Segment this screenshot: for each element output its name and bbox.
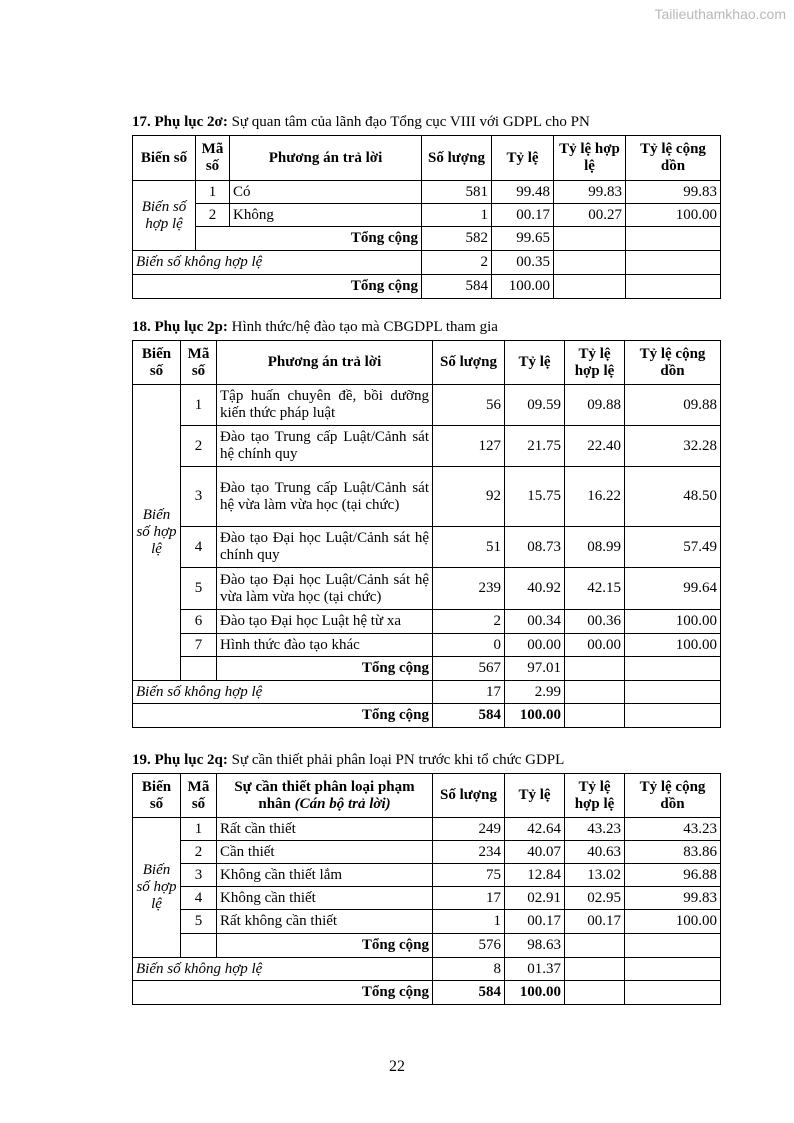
cell-answer: Đào tạo Trung cấp Luật/Cảnh sát hệ vừa làm vừa học (tại chức) bbox=[217, 467, 433, 527]
empty-cell bbox=[625, 958, 721, 981]
empty-cell bbox=[626, 275, 721, 299]
cell-valid-pct: 13.02 bbox=[565, 864, 625, 887]
empty-cell bbox=[626, 227, 721, 251]
invalid-count: 2 bbox=[422, 251, 492, 275]
cell-count: 234 bbox=[433, 841, 505, 864]
cell-ma: 5 bbox=[181, 910, 217, 934]
table-18-title: Hình thức/hệ đào tạo mà CBGDPL tham gia bbox=[231, 319, 498, 335]
table-header-row bbox=[133, 341, 721, 385]
subtotal-label: Tổng cộng bbox=[217, 934, 433, 958]
invalid-count: 17 bbox=[433, 681, 505, 704]
header-ty-le-hop-le: Tỷ lệ hợp lệ bbox=[554, 136, 626, 181]
valid-variable-label: Biến số hợp lệ bbox=[133, 181, 196, 251]
cell-cum-pct: 32.28 bbox=[625, 426, 721, 467]
cell-valid-pct: 43.23 bbox=[565, 818, 625, 841]
header-ty-le: Tỷ lệ bbox=[492, 136, 554, 181]
total-label: Tổng cộng bbox=[133, 981, 433, 1005]
header-ty-le-cong-don: Tỷ lệ cộng dồn bbox=[626, 136, 721, 181]
empty-cell bbox=[625, 681, 721, 704]
cell-ma: 1 bbox=[196, 181, 230, 204]
header-ty-le-cong-don: Tỷ lệ cộng dồn bbox=[625, 774, 721, 818]
subtotal-label: Tổng cộng bbox=[217, 657, 433, 681]
table-header-row bbox=[133, 136, 721, 181]
cell-answer: Tập huấn chuyên đề, bồi dưỡng kiến thức pháp luật bbox=[217, 385, 433, 426]
empty-cell bbox=[565, 958, 625, 981]
subtotal-row bbox=[133, 227, 721, 251]
cell-pct: 40.92 bbox=[505, 568, 565, 610]
header-ma-so: Mã số bbox=[181, 341, 217, 385]
table-row bbox=[133, 204, 721, 227]
table-18 bbox=[132, 340, 721, 728]
cell-valid-pct: 00.27 bbox=[554, 204, 626, 227]
header-ma-so: Mã số bbox=[181, 774, 217, 818]
cell-valid-pct: 08.99 bbox=[565, 527, 625, 568]
total-count: 584 bbox=[422, 275, 492, 299]
cell-cum-pct: 100.00 bbox=[626, 204, 721, 227]
header-bien-so: Biến số bbox=[133, 774, 181, 818]
table-17 bbox=[132, 135, 721, 299]
cell-answer: Có bbox=[230, 181, 422, 204]
cell-ma: 2 bbox=[196, 204, 230, 227]
cell-count: 249 bbox=[433, 818, 505, 841]
empty-cell bbox=[625, 981, 721, 1005]
cell-ma: 4 bbox=[181, 887, 217, 910]
table-row bbox=[133, 818, 721, 841]
cell-ma: 1 bbox=[181, 385, 217, 426]
cell-cum-pct: 100.00 bbox=[625, 610, 721, 634]
cell-ma: 5 bbox=[181, 568, 217, 610]
cell-valid-pct: 02.95 bbox=[565, 887, 625, 910]
cell-cum-pct: 100.00 bbox=[625, 634, 721, 657]
invalid-row bbox=[133, 681, 721, 704]
cell-cum-pct: 83.86 bbox=[625, 841, 721, 864]
cell-cum-pct: 96.88 bbox=[625, 864, 721, 887]
cell-answer: Không bbox=[230, 204, 422, 227]
table-row bbox=[133, 426, 721, 467]
cell-valid-pct: 00.36 bbox=[565, 610, 625, 634]
header-phuong-an bbox=[217, 774, 433, 818]
cell-pct: 99.48 bbox=[492, 181, 554, 204]
subtotal-count: 567 bbox=[433, 657, 505, 681]
cell-ma: 2 bbox=[181, 426, 217, 467]
cell-pct: 00.17 bbox=[492, 204, 554, 227]
empty-cell bbox=[626, 251, 721, 275]
valid-variable-label: Biến số hợp lệ bbox=[133, 385, 181, 681]
cell-count: 51 bbox=[433, 527, 505, 568]
cell-ma: 1 bbox=[181, 818, 217, 841]
cell-count: 56 bbox=[433, 385, 505, 426]
total-count: 584 bbox=[433, 704, 505, 728]
cell-pct: 08.73 bbox=[505, 527, 565, 568]
total-pct: 100.00 bbox=[492, 275, 554, 299]
table-19-title: Sự cần thiết phải phân loại PN trước khi tổ chức GDPL bbox=[231, 752, 565, 768]
empty-cell bbox=[565, 981, 625, 1005]
empty-cell bbox=[625, 657, 721, 681]
cell-cum-pct: 99.64 bbox=[625, 568, 721, 610]
cell-ma: 4 bbox=[181, 527, 217, 568]
cell-pct: 12.84 bbox=[505, 864, 565, 887]
cell-ma: 7 bbox=[181, 634, 217, 657]
header-ty-le: Tỷ lệ bbox=[505, 774, 565, 818]
watermark: Tailieuthamkhao.com bbox=[654, 6, 786, 22]
table-row bbox=[133, 610, 721, 634]
table-17-label: 17. Phụ lục 2ơ: bbox=[132, 114, 228, 130]
cell-answer: Rất cần thiết bbox=[217, 818, 433, 841]
total-row bbox=[133, 981, 721, 1005]
table-row bbox=[133, 634, 721, 657]
table-row bbox=[133, 887, 721, 910]
cell-count: 2 bbox=[433, 610, 505, 634]
invalid-label: Biến số không hợp lệ bbox=[133, 681, 433, 704]
subtotal-pct: 99.65 bbox=[492, 227, 554, 251]
header-bien-so: Biến số bbox=[133, 341, 181, 385]
subtotal-count: 576 bbox=[433, 934, 505, 958]
cell-valid-pct: 16.22 bbox=[565, 467, 625, 527]
table-row bbox=[133, 568, 721, 610]
empty-cell bbox=[625, 934, 721, 958]
total-pct: 100.00 bbox=[505, 981, 565, 1005]
table-header-row bbox=[133, 774, 721, 818]
table-row bbox=[133, 864, 721, 887]
empty-cell bbox=[554, 275, 626, 299]
header-phuong-an-text: Sự cần thiết phân loại phạm nhân bbox=[234, 778, 415, 812]
empty-cell bbox=[565, 657, 625, 681]
total-pct: 100.00 bbox=[505, 704, 565, 728]
cell-pct: 15.75 bbox=[505, 467, 565, 527]
invalid-label: Biến số không hợp lệ bbox=[133, 251, 422, 275]
table-17-title: Sự quan tâm của lãnh đạo Tổng cục VIII với GDPL cho PN bbox=[231, 114, 590, 130]
invalid-label: Biến số không hợp lệ bbox=[133, 958, 433, 981]
cell-answer: Đào tạo Đại học Luật hệ từ xa bbox=[217, 610, 433, 634]
table-18-caption bbox=[132, 319, 498, 336]
cell-valid-pct: 99.83 bbox=[554, 181, 626, 204]
empty-cell bbox=[554, 251, 626, 275]
table-19 bbox=[132, 773, 721, 1005]
cell-count: 0 bbox=[433, 634, 505, 657]
cell-count: 581 bbox=[422, 181, 492, 204]
header-ty-le: Tỷ lệ bbox=[505, 341, 565, 385]
subtotal-label: Tổng cộng bbox=[196, 227, 422, 251]
cell-valid-pct: 09.88 bbox=[565, 385, 625, 426]
table-18-label: 18. Phụ lục 2p: bbox=[132, 319, 228, 335]
table-19-caption bbox=[132, 752, 564, 769]
subtotal-row bbox=[133, 657, 721, 681]
cell-valid-pct: 00.00 bbox=[565, 634, 625, 657]
total-label: Tổng cộng bbox=[133, 704, 433, 728]
cell-answer: Không cần thiết lắm bbox=[217, 864, 433, 887]
header-ty-le-hop-le: Tỷ lệ hợp lệ bbox=[565, 341, 625, 385]
cell-cum-pct: 09.88 bbox=[625, 385, 721, 426]
empty-cell bbox=[565, 681, 625, 704]
header-bien-so: Biến số bbox=[133, 136, 196, 181]
table-19-label: 19. Phụ lục 2q: bbox=[132, 752, 228, 768]
cell-valid-pct: 42.15 bbox=[565, 568, 625, 610]
header-so-luong: Số lượng bbox=[422, 136, 492, 181]
cell-count: 92 bbox=[433, 467, 505, 527]
empty-cell bbox=[181, 657, 217, 681]
total-row bbox=[133, 275, 721, 299]
cell-answer: Đào tạo Đại học Luật/Cảnh sát hệ vừa làm vừa học (tại chức) bbox=[217, 568, 433, 610]
total-row bbox=[133, 704, 721, 728]
cell-pct: 42.64 bbox=[505, 818, 565, 841]
cell-answer: Rất không cần thiết bbox=[217, 910, 433, 934]
cell-cum-pct: 99.83 bbox=[625, 887, 721, 910]
cell-pct: 21.75 bbox=[505, 426, 565, 467]
cell-valid-pct: 40.63 bbox=[565, 841, 625, 864]
cell-valid-pct: 22.40 bbox=[565, 426, 625, 467]
cell-pct: 09.59 bbox=[505, 385, 565, 426]
invalid-row bbox=[133, 251, 721, 275]
header-ty-le-hop-le: Tỷ lệ hợp lệ bbox=[565, 774, 625, 818]
subtotal-count: 582 bbox=[422, 227, 492, 251]
empty-cell bbox=[554, 227, 626, 251]
header-phuong-an: Phương án trả lời bbox=[230, 136, 422, 181]
total-count: 584 bbox=[433, 981, 505, 1005]
subtotal-row bbox=[133, 934, 721, 958]
table-row bbox=[133, 910, 721, 934]
cell-cum-pct: 100.00 bbox=[625, 910, 721, 934]
table-row bbox=[133, 527, 721, 568]
total-label: Tổng cộng bbox=[133, 275, 422, 299]
cell-answer: Cần thiết bbox=[217, 841, 433, 864]
empty-cell bbox=[181, 934, 217, 958]
cell-ma: 3 bbox=[181, 864, 217, 887]
cell-count: 127 bbox=[433, 426, 505, 467]
header-phuong-an-note: (Cán bộ trả lời) bbox=[294, 795, 391, 812]
invalid-count: 8 bbox=[433, 958, 505, 981]
cell-answer: Đào tạo Trung cấp Luật/Cảnh sát hệ chính quy bbox=[217, 426, 433, 467]
cell-cum-pct: 43.23 bbox=[625, 818, 721, 841]
cell-count: 1 bbox=[433, 910, 505, 934]
table-row bbox=[133, 467, 721, 527]
empty-cell bbox=[625, 704, 721, 728]
cell-pct: 02.91 bbox=[505, 887, 565, 910]
cell-count: 17 bbox=[433, 887, 505, 910]
header-ma-so: Mã số bbox=[196, 136, 230, 181]
cell-count: 75 bbox=[433, 864, 505, 887]
cell-ma: 3 bbox=[181, 467, 217, 527]
page-number: 22 bbox=[389, 1058, 405, 1075]
subtotal-pct: 98.63 bbox=[505, 934, 565, 958]
valid-variable-label: Biến số hợp lệ bbox=[133, 818, 181, 958]
table-row bbox=[133, 385, 721, 426]
table-17-caption bbox=[132, 114, 590, 131]
invalid-pct: 00.35 bbox=[492, 251, 554, 275]
table-row bbox=[133, 841, 721, 864]
cell-count: 1 bbox=[422, 204, 492, 227]
header-phuong-an: Phương án trả lời bbox=[217, 341, 433, 385]
invalid-row bbox=[133, 958, 721, 981]
cell-answer: Hình thức đào tạo khác bbox=[217, 634, 433, 657]
cell-answer: Không cần thiết bbox=[217, 887, 433, 910]
header-ty-le-cong-don: Tỷ lệ cộng dồn bbox=[625, 341, 721, 385]
cell-pct: 00.00 bbox=[505, 634, 565, 657]
cell-cum-pct: 48.50 bbox=[625, 467, 721, 527]
cell-pct: 40.07 bbox=[505, 841, 565, 864]
header-so-luong: Số lượng bbox=[433, 774, 505, 818]
invalid-pct: 2.99 bbox=[505, 681, 565, 704]
cell-valid-pct: 00.17 bbox=[565, 910, 625, 934]
table-row bbox=[133, 181, 721, 204]
invalid-pct: 01.37 bbox=[505, 958, 565, 981]
cell-ma: 6 bbox=[181, 610, 217, 634]
empty-cell bbox=[565, 704, 625, 728]
header-so-luong: Số lượng bbox=[433, 341, 505, 385]
empty-cell bbox=[565, 934, 625, 958]
cell-cum-pct: 99.83 bbox=[626, 181, 721, 204]
cell-pct: 00.34 bbox=[505, 610, 565, 634]
cell-count: 239 bbox=[433, 568, 505, 610]
cell-pct: 00.17 bbox=[505, 910, 565, 934]
cell-cum-pct: 57.49 bbox=[625, 527, 721, 568]
subtotal-pct: 97.01 bbox=[505, 657, 565, 681]
cell-ma: 2 bbox=[181, 841, 217, 864]
cell-answer: Đào tạo Đại học Luật/Cảnh sát hệ chính quy bbox=[217, 527, 433, 568]
